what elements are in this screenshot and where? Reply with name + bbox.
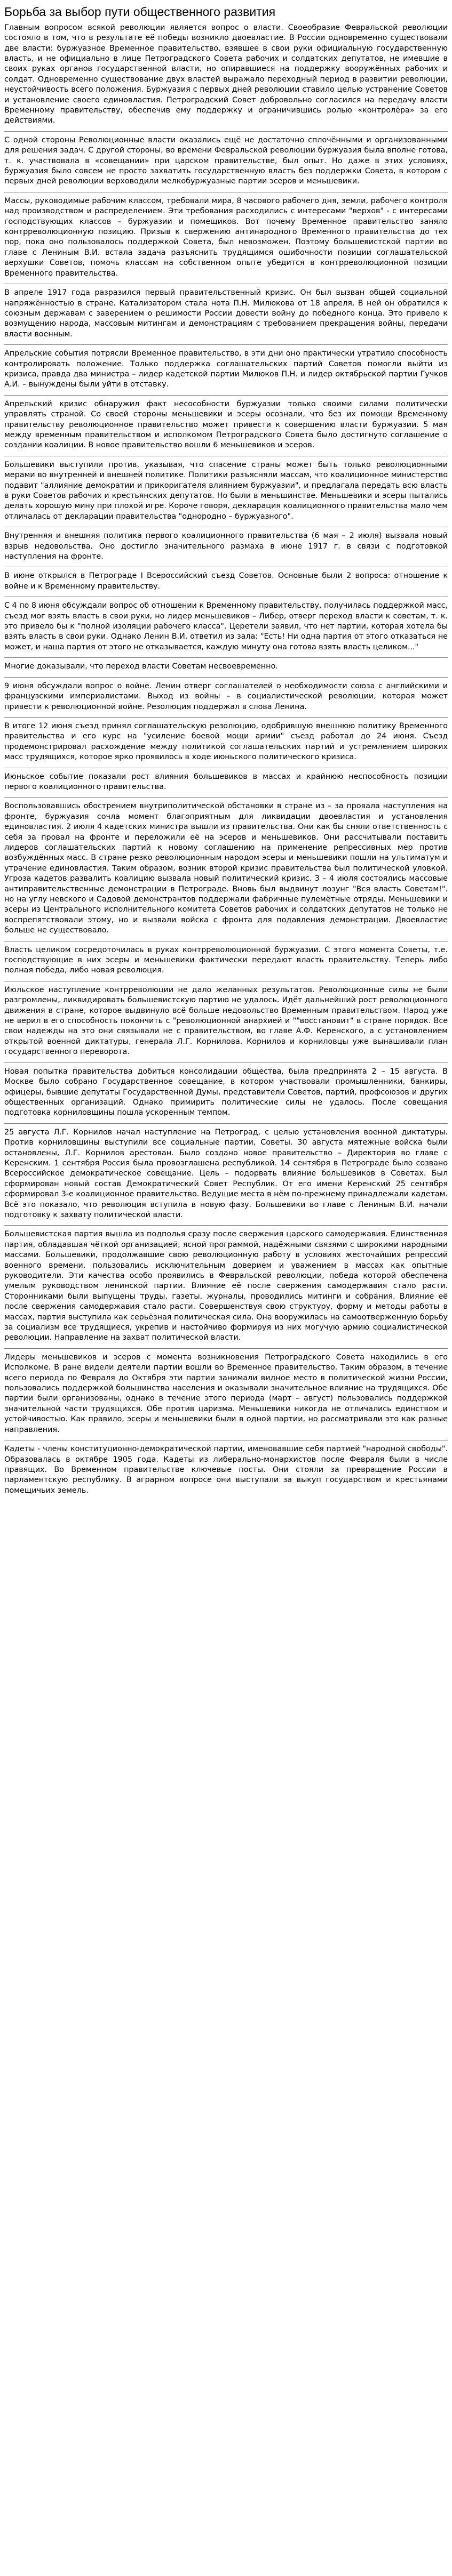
paragraph: 25 августа Л.Г. Корнилов начал наступление на Петроград, с целью установления военной диктатуры. Против корниловщины выступили все социальные партии, Советы. 30 августа мятежные войска были остановлены, Л.Г. Корнилов арестован. Было создано новое правительство – Директория во главе с Керенским. 1 сентября Россия была провозглашена республикой. 14 сентября в Петрограде было созвано Всероссийское демократическое совещание. Цель – подорвать влияние большевиков в Советах. Был сформирован новый состав Демократический Совет Республик. От его имени Керенский 25 сентября сформировал 3-е коалиционное правительство. Ведущие места в нём по-прежнему принадлежали кадетам. Всё это показало, что революция вступила в новую фазу. Большевики во главе с Лениным В.И. начали подготовку к захвату политической власти. — [4, 1128, 448, 1219]
paragraph-divider — [4, 657, 448, 658]
page-title: Борьба за выбор пути общественного развития — [4, 5, 276, 19]
paragraph-divider — [4, 344, 448, 345]
paragraph: Многие доказывали, что переход власти Советам несвоевременно. — [4, 662, 278, 671]
paragraph: 9 июня обсуждали вопрос о войне. Ленин отверг соглашателей о необходимости союза с английскими и французскими империалистами. Выход из войны – в социалистической революции, которая может привести к революционной войне. Резолюция поддержал в слова Ленина. — [4, 681, 448, 711]
paragraph-divider — [4, 717, 448, 718]
paragraph: Большевики выступили против, указывая, что спасение страны может быть только революционными мерами во внутренней и внешней политике. Политики разъясняли массам, что коалиционное министерство подавит "аллияние демократии и прикоригателя влиянием буржуазии", и предлагала передать всю власть в руки Советов рабочих и крестьянских депутатов. Но были в меньшинстве. Меньшевики и эсеры пытались делать хорошую мину при плохой игре. Короче говоря, декларация коалиционного правительства мало чем отличалась от декларации правительства "однородно – буржуазного". — [4, 460, 448, 521]
paragraph: Апрельский кризис обнаружил факт несособности буржуазии только своими силами политически управлять страной. Со своей стороны меньшевики и эсеры осознали, что без их помощи Временному правительству революционное правительство может привести к совершению власти буржуазии. 5 мая между временным правительством и исполкомом Петроградского Совета было достигнуто соглашение о создании коалиции. В новое правительство вошли 6 меньшевиков и эсеров. — [4, 399, 448, 450]
paragraph: Большевистская партия вышла из подполья сразу после свержения царского самодержавия. Единственная партия, обладавшая чёткой организацией, ясной программой, надёжными связями с широкими народными массами. Большевики, продолжавшие свою революционную работу в условиях жесточайших репрессий военного времени, пользовались исключительным доверием и уважением в массах как опытные руководители. Эти качества особо проявились в Февральской революции, победа которой обеспечена умелым руководством ленинской партии. Влияние её после свержения самодержавия стало расти. Сторонниками были выпущены труды, газеты, журналы, проводились митинги и собрания. Влияние её после свержения самодержавия стало расти. Совершенствуя свою структуру, форму и методы работы в массах, партия выступила как серьёзная политическая сила. Она вооружилась на самоотверженную борьбу за социализм все трудящиеся, укрепив и настойчиво формируя из них могучую армию социалистической революции. Направление на захват политической власти. — [4, 1230, 448, 1342]
paragraph: Июльское наступление контрреволюции не дало желанных результатов. Революционные силы не были разгромлены, ликвидировать большевистскую партию не удалось. Идёт дальнейший рост революционного движения в стране, которое выдвинуло всё больше недовольство Временным правительством. Народ уже не верил в его способность покончить с "революционной анархией и ""восстановит" в стране порядок. Все свои надежды на это они связывали не с правительством, во главе А.Ф. Керенского, а с установлением открытой военной диктатуры, генерала Л.Г. Корнилова. Корнилов и корниловцы уже вынашивали план государственного переворота. — [4, 985, 448, 1057]
paragraph-divider — [4, 1062, 448, 1063]
paragraph: Внутренняя и внешняя политика первого коалиционного правительства (6 мая – 2 июля) вызвала новый взрыв недовольства. Оно достигло значительного размаха в июне 1917 г. в связи с подготовкой наступления на фронте. — [4, 532, 448, 561]
paragraph-divider — [4, 131, 448, 132]
paragraph: С одной стороны Революционные власти оказались ещё не достаточно сплочёнными и организованными для решения задач. С другой стороны, во времени Февральской революции буржуазия была вполне готова, т. к. участвовала в «совещании» при царском правительстве, был опыт. Но даже в этих условиях, буржуазия было совсем не просто захватить государственную власть без поддержки Совета, в котором с первых дней революции верховодили мелкобуржуазные партии эсеров и меньшевики. — [4, 135, 448, 186]
paragraph: Воспользовавшись обострением внутриполитической обстановки в стране из – за провала наступления на фронте, буржуазия сочла момент благоприятным для ликвидации двоевластия и установления единовластия. 2 июля 4 кадетских министра вышли из правительства. Они как бы сняли ответственность с себя за провал на фронте и переложили её на эсеров и меньшевиков. Они рассчитывали поставить лидеров соглашательских партий к новому соглашению на применение репрессивных мер против возбуждённых масс. В стране резко революционным народом эсеры и меньшевики пошли на ультиматум и утрачение единовластия. Таким образом, возник второй кризис правительства был политической уловкой. Угроза кадетов развалить коалицию вызвала новый политический кризис. 3 – 4 июля состоялись массовые антиправительственные демонстрации в Петрограде. Вновь был выдвинут лозунг "Вся власть Советам!". но на углу невского и Садовой демонстрантов поддержали фабричные пулемётные отряды. Меньшевики и эсеры из Центрального исполнительного комитета Советов рабочих и солдатских депутатов не только не воспрепятствовали этому, но и вызвали войска с фронта для подавления демонстрации. Двоевластие больше не существовало. — [4, 802, 448, 935]
paragraph-divider — [4, 1348, 448, 1349]
paragraph: Власть целиком сосредоточилась в руках контрреволюционной буржуазии. С этого момента Советы, т.е. господствующие в них эсеры и меньшевики фактически передают власть правительству. Теперь либо полная победа, либо новая революция. — [4, 945, 448, 975]
paragraph-divider — [4, 797, 448, 798]
paragraph-divider — [4, 677, 448, 678]
paragraph: Массы, руководимые рабочим классом, требовали мира, 8 часового рабочего дня, земли, рабочего контроля над производством и распределением. Эти требования расходились с интересами "верхов" - с интересами господствующих классов – буржуазии и помещиков. Вот почему Временное правительство заняло контрреволюционную позицию. Призыв к свержению антинародного Временного правительства до тех пор, пока оно пользовалось поддержкой Совета, был невозможен. Поэтому большевистской партии во главе с Лениным В.И. встала задача разъяснить трудящимся ошибочности позиции соглашательской верхушки Советов, помочь классам на собственном опыте убедится в контрреволюционной позиции Временного правительства. — [4, 196, 448, 278]
paragraph: С 4 по 8 июня обсуждали вопрос об отношении к Временному правительству, получилась поддержкой масс, съезд мог взять власть в свои руки, но лидер меньшевиков – Либер, отверг переход власти к советам, т. к. это привело бы к "полной изоляции рабочего класса". Церетели заявил, что нет партии, которая хотела бы взять власть в свои руки. Однако Ленин В.И. ответил из зала: "Есть! Ни одна партия от этого отказаться не может, и наша партия от этого не отказывается, каждую минуту она готова взять власть целиком..." — [4, 601, 448, 651]
article-body — [4, 23, 448, 1496]
paragraph: Лидеры меньшевиков и эсеров с момента возникновения Петроградского Совета находились в его Исполкоме. В ране видели деятели партии вошли во Временное правительство. Таким образом, в течение всего периода по Февраля до Октября эти партии занимали видное место в политической жизни России, пользовались поддержкой большинства населения и оказывали значительное влияние на трудящихся. Обе партии были организованы, однако в течение этого периода (март – август) пользовались поддержкой значительной части трудящихся. Обе против царизма. Меньшевики никогда не отличались единством и устойчивостью. Как правило, эсеры и меньшевики были в одной партии, но рассматривали это как разные направления. — [4, 1353, 448, 1434]
paragraph: В апреле 1917 года разразился первый правительственный кризис. Он был вызван общей социальной напряжённостью в стране. Катализатором стала нота П.Н. Милюкова от 18 апреля. В ней он обратился к союзным державам с заверением о решимости России довести войну до победного конца. Это привело к возмущению народа, массовым митингам и демонстрациям с требованием прекращения войны, передачи власти военным. — [4, 288, 448, 339]
paragraph: Апрельские события потрясли Временное правительство, в эти дни оно практически утратило способность контролировать положение. Только поддержка соглашательских партий Советов помогли выйти из кризиса, правда два министра – лидер кадетской партии Милюков П.Н. и лидер октябрьской партии Гучков А.И. – вынуждены были уйти в отставку. — [4, 349, 448, 389]
paragraph: Июньское событие показали рост влияния большевиков в массах и крайнюю неспособность позиции первого коалиционного правительства. — [4, 772, 448, 791]
paragraph-divider — [4, 1123, 448, 1124]
paragraph: Новая попытка правительства добиться консолидации общества, была предпринята 2 – 15 августа. В Москве было собрано Государственное совещание, в котором участвовали промышленники, банкиры, офицеры, бывшие депутаты Государственной Думы, представители Советов, партий, профсоюзов и других общественных организаций. Однако примирить политические силы не удалось. После совещания подготовка корниловщины пошла ускоренным темпом. — [4, 1067, 448, 1117]
paragraph: В итоге 12 июня съезд принял соглашательскую резолюцию, одобрившую внешнюю политику Временного правительства и его курс на "усиление боевой мощи армии" съезд работал до 24 июня. Съезд продемонстрировал расхождение между политикой соглашательских партий и устремлением широких масс трудящихся, которое ярко проявилось в ходе июньского политического кризиса. — [4, 721, 448, 762]
paragraph: Кадеты - члены конституционно-демократической партии, именовавшие себя партией "народной свободы". Образовалась в октябре 1905 года. Кадеты из либерально-монархистов после Февраля были в числе правящих. Во Временном правительстве ключевые посты. Они стояли за превращение России в парламентскую республику. В аграрном вопросе они выступали за выкуп государством и крестьянами помещичьих земель. — [4, 1445, 448, 1495]
paragraph: Главным вопросом всякой революции является вопрос о власти. Своеобразие Февральской революции состояло в том, что в результате её победы возникло двоевластие. В России одновременно существовали две власти: буржуазное Временное правительство, взявшее в свои руки официальную государственную власть, и не официально в лице Петроградского Совета рабочих и солдатских депутатов, не имевшие в своих руках органов государственной власти, но опиравшиеся на поддержку вооружённых рабочих и солдат. Одновременно существование двух властей выражало переходный период в развитии революции, неустойчивость всего положения. Буржуазия с первых дней революции ставило целью устранение Советов и установление своего единовластия. Петроградский Совет добровольно согласился на передачу власти Временному правительству, обеспечив ему поддержку и ограничившись ролью «контролёра» за его действиями. — [4, 23, 448, 125]
paragraph-divider — [4, 1225, 448, 1226]
paragraph: В июне открылся в Петрограде I Всероссийский съезд Советов. Основные были 2 вопроса: отношение к войне и к Временному правительству. — [4, 571, 448, 591]
paragraph-divider — [4, 395, 448, 396]
